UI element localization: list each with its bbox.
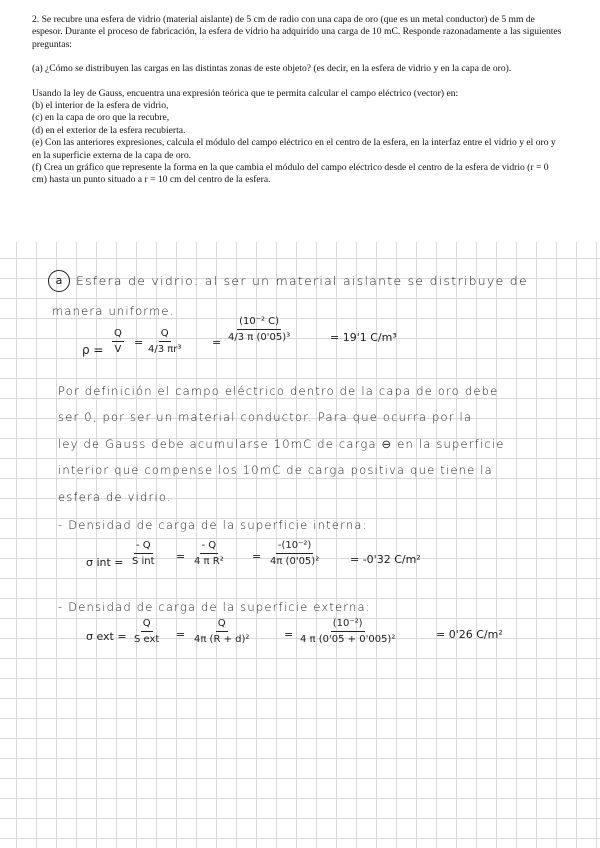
problem-part-f: (f) Crea un gráfico que represente la forma en la que cambia el módulo del campo eléctrico desde el centro de la esfera de vidrio (r = 0 cm) hasta un punto situado a r = 10 cm del centro de la esfera.	[32, 162, 549, 186]
rho-f3-num: (10⁻² C)	[237, 316, 281, 330]
int-eq-2: =	[252, 550, 262, 563]
ext-f2-den: 4π (R + d)²	[194, 634, 250, 645]
problem-intro: 2. Se recubre una esfera de vidrio (material aislante) de 5 cm de radio con una capa de oro (que es un metal conductor) de 5 mm de espesor. Durante el proceso de fabricación, la esfera de vidrio ha adquirido una carga de 10 mC. Responde razonadamente a las siguientes preguntas:	[32, 14, 562, 50]
ext-f2-num: Q	[216, 618, 228, 632]
problem-part-a: (a) ¿Cómo se distribuyen las cargas en las distintas zonas de este objeto? (es decir, en la esfera de vidrio y en la capa de oro).	[32, 63, 512, 75]
internal-density-title: - Densidad de carga de la superficie interna:	[58, 518, 368, 532]
problem-part-c: (c) en la capa de oro que la recubre,	[32, 112, 170, 124]
int-f1-den: S int	[132, 556, 155, 567]
ext-fraction-3	[300, 618, 395, 645]
external-density-title: - Densidad de carga de la superficie externa:	[58, 600, 371, 614]
rho-fraction-2	[148, 328, 181, 355]
rho-f2-num: Q	[159, 328, 171, 342]
rho-f1-num: Q	[112, 328, 124, 342]
answer-line-1: Esfera de vidrio: al ser un material aislante se distribuye de	[76, 274, 528, 288]
para-line-3: ley de Gauss debe acumularse 10mC de carga ⊖ en la superficie	[58, 437, 505, 451]
answer-line-2: manera uniforme.	[52, 304, 175, 318]
para-line-2: ser 0, por ser un material conductor. Para que ocurra por la	[58, 410, 473, 424]
ext-f3-num: (10⁻²)	[331, 618, 365, 632]
rho-result: = 19'1 C/m³	[330, 331, 397, 344]
para-line-1: Por definición el campo eléctrico dentro de la capa de oro debe	[58, 384, 499, 398]
int-f1-num: - Q	[134, 540, 153, 554]
ext-result: = 0'26 C/m²	[436, 628, 503, 641]
problem-part-e: (e) Con las anteriores expresiones, calcula el módulo del campo eléctrico en el centro de la esfera, en la interfaz entre el vidrio y el oro y en la superficie externa de la capa de oro.	[32, 137, 556, 161]
rho-fraction-3	[228, 316, 290, 343]
ext-fraction-2	[194, 618, 249, 645]
para-line-5: esfera de vidrio.	[58, 490, 172, 504]
problem-gauss-intro: Usando la ley de Gauss, encuentra una expresión teórica que te permita calcular el campo eléctrico (vector) en:	[32, 87, 459, 99]
int-f3-den: 4π (0'05)²	[270, 556, 320, 567]
ext-f1-num: Q	[141, 618, 153, 632]
rho-lhs: ρ =	[82, 343, 104, 357]
int-fraction-2	[194, 540, 224, 567]
rho-f3-den: 4/3 π (0'05)³	[228, 332, 291, 343]
para-line-4: interior que compense los 10mC de carga positiva que tiene la	[58, 463, 493, 477]
problem-part-b: (b) el interior de la esfera de vidrio,	[32, 100, 169, 112]
rho-f2-den: 4/3 πr³	[148, 344, 182, 355]
problem-part-d: (d) en el exterior de la esfera recubierta.	[32, 124, 186, 136]
ext-eq-1: =	[176, 628, 186, 641]
rho-f1-den: V	[114, 344, 122, 355]
int-f2-den: 4 π R²	[194, 556, 224, 567]
int-fraction-3	[270, 540, 319, 567]
int-eq-1: =	[176, 550, 186, 563]
rho-fraction-1	[112, 328, 124, 355]
ext-f3-den: 4 π (0'05 + 0'005)²	[300, 634, 396, 645]
ext-f1-den: S ext	[134, 634, 160, 645]
ext-eq-2: =	[284, 628, 294, 641]
sigma-int-lhs: σ int =	[86, 556, 124, 569]
problem-statement	[0, 0, 600, 242]
sigma-ext-lhs: σ ext =	[86, 630, 127, 643]
ext-fraction-1	[134, 618, 159, 645]
int-fraction-1	[132, 540, 155, 567]
int-result: = -0'32 C/m²	[350, 553, 421, 566]
rho-eq-2: =	[212, 336, 222, 349]
answer-label-circle: a	[48, 270, 70, 292]
int-f2-num: - Q	[200, 540, 219, 554]
rho-eq-1: =	[134, 336, 144, 349]
int-f3-num: -(10⁻²)	[276, 540, 313, 554]
